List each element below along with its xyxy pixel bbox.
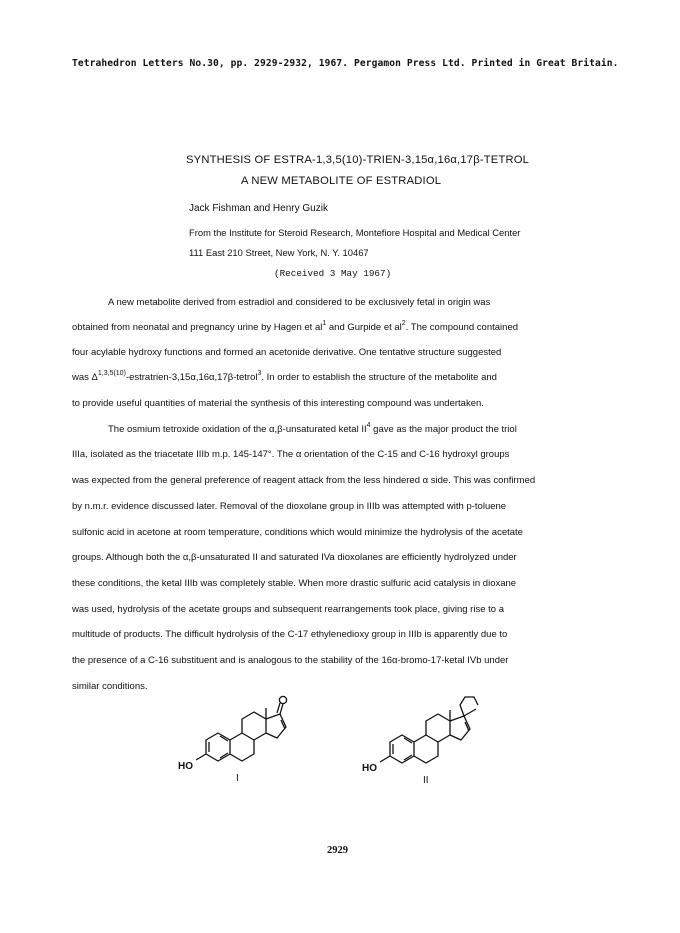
para1-line-4: was $\Delta^{1,3,5(10)}-estratrien-3,15\alpha,16\alpha,17\beta-tetrol^3$. In order to establish the structure of the metabolite and (72, 370, 497, 383)
para1-line-1: A new metabolite derived from estradiol and considered to be exclusively fetal in origin was (108, 297, 491, 308)
para1-line-2: obtained from neonatal and pregnancy urine by Hagen et $al^1$ and Gurpide et $al^2$. The compound contained (72, 320, 519, 333)
para2-line-1: The osmium tetroxide oxidation of the α,β-unsaturated ketal $II^4$ gave as the major product the triol (108, 422, 517, 435)
structure-I (170, 695, 310, 785)
para2-line-7: these conditions, the ketal IIIb was completely stable. When more drastic sulfuric acid catalysis in dioxane (72, 578, 517, 589)
structure-II (360, 690, 500, 785)
title-line-2: A NEW METABOLITE OF ESTRADIOL (241, 175, 442, 187)
para2-line-10: the presence of a C-16 substituent and is analogous to the stability of the 16α-bromo-17-ketal IVb under (72, 655, 509, 666)
para2-line-5: sulfonic acid in acetone at room temperature, conditions which would minimize the hydrolysis of the acetate (72, 527, 523, 538)
affiliation-line-1: From the Institute for Steroid Research, Montefiore Hospital and Medical Center (189, 227, 521, 238)
para1-line-5: to provide useful quantities of material the synthesis of this interesting compound was undertaken. (72, 398, 484, 409)
para2-line-6: groups. Although both the α,β-unsaturated II and saturated IVa dioxolanes are efficiently hydrolyzed under (72, 552, 517, 563)
structure-II-ho: HO (362, 763, 377, 774)
title-line-1: SYNTHESIS OF ESTRA-1,3,5(10)-TRIEN-3,15α,16α,17β-TETROL (186, 154, 530, 166)
received-date: (Received 3 May 1967) (274, 268, 392, 279)
para2-line-4: by n.m.r. evidence discussed later. Removal of the dioxolane group in IIIb was attempted with p-toluene (72, 501, 507, 512)
structure-I-ho: HO (178, 761, 193, 772)
authors: Jack Fishman and Henry Guzik (189, 203, 328, 214)
para2-line-9: multitude of products. The difficult hydrolysis of the C-17 ethylenedioxy group in IIIb is apparently due to (72, 629, 508, 640)
para2-line-2: IIIa, isolated as the triacetate IIIb m.p. 145-147°. The α orientation of the C-15 and C-16 hydroxyl groups (72, 449, 510, 460)
para2-line-8: was used, hydrolysis of the acetate groups and subsequent rearrangements took place, giving rise to a (72, 604, 504, 615)
para1-line-3: four acylable hydroxy functions and formed an acetonide derivative. One tentative structure suggested (72, 347, 502, 358)
affiliation-line-2: 111 East 210 Street, New York, N. Y. 10467 (189, 247, 369, 258)
structure-I-label: I (236, 773, 239, 784)
running-head: Tetrahedron Letters No.30, pp. 2929-2932, 1967. Pergamon Press Ltd. Printed in Great Britain. (72, 58, 619, 69)
structure-II-label: II (423, 775, 429, 786)
page-number: 2929 (327, 845, 348, 856)
para2-line-11: similar conditions. (72, 681, 148, 692)
para2-line-3: was expected from the general preference of reagent attack from the less hindered α side. This was confirmed (72, 475, 536, 486)
